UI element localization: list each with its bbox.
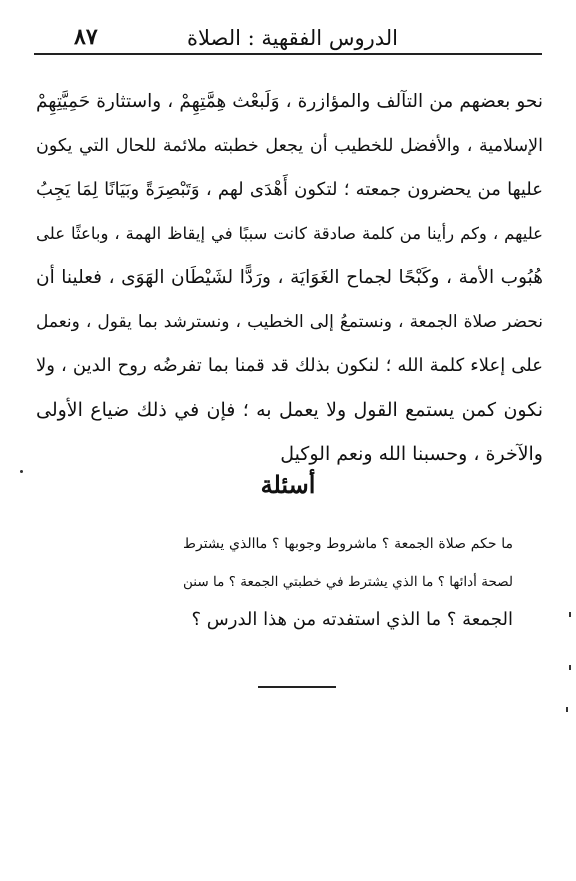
- scan-speck: [569, 612, 571, 617]
- scan-speck: [569, 665, 571, 670]
- body-line: نحضر صلاة الجمعة ، ونستمعُ إلى الخطيب ، ونسترشد بما يقول ، ونعمل: [36, 312, 543, 332]
- body-line: نحو بعضهم من التآلف والمؤازرة ، وَلَبعْث هِمَّتِهِمْ ، واستثارة حَمِيَّتِهِمْ: [36, 91, 543, 112]
- question-line: لصحة أدائها ؟ ما الذي يشترط في خطبتي الجمعة ؟ ما سنن: [183, 574, 513, 590]
- end-rule: [258, 686, 336, 688]
- body-line: الإسلامية ، والأفضل للخطيب أن يجعل خطبته ملائمة للحال التي يكون: [36, 136, 543, 156]
- page-header: [36, 22, 548, 54]
- body-line: على إعلاء كلمة الله ؛ لنكون بذلك قد قمنا بما تفرضُه روح الدين ، ولا: [36, 355, 543, 376]
- section-title: أسئلة: [260, 470, 316, 499]
- scan-speck: [20, 470, 23, 473]
- scan-speck: [566, 707, 568, 712]
- question-line: ما حكم صلاة الجمعة ؟ ماشروط وجوبها ؟ ماالذي يشترط: [183, 536, 513, 552]
- questions-block: [183, 525, 513, 639]
- running-title: الدروس الفقهية : الصلاة: [186, 26, 398, 50]
- body-line: والآخرة ، وحسبنا الله ونعم الوكيل: [280, 443, 543, 465]
- body-line: عليهم ، وكم رأينا من كلمة صادقة كانت سببًا في إيقاظ الهمة ، وباعثًا على: [36, 224, 543, 243]
- question-line: الجمعة ؟ ما الذي استفدته من هذا الدرس ؟: [191, 609, 513, 630]
- header-rule: [34, 53, 542, 55]
- body-line: نكون كمن يستمع القول ولا يعمل به ؛ فإن في ذلك ضياع الأولى: [36, 399, 543, 421]
- page-number: ٨٧: [74, 24, 98, 50]
- body-paragraph: [36, 80, 543, 476]
- body-line: هُبُوب الأمة ، وكَبْحًا لجماح الغَوَايَة ، ورَدًّا لشَيْطَان الهَوَى ، فعلينا أن: [36, 267, 543, 288]
- body-line: عليها من يحضرون جمعته ؛ لتكون أَهْدَى لهم ، وَتَبْصِرَةً وبَيَانًا لِمَا يَجِبُ: [36, 179, 543, 200]
